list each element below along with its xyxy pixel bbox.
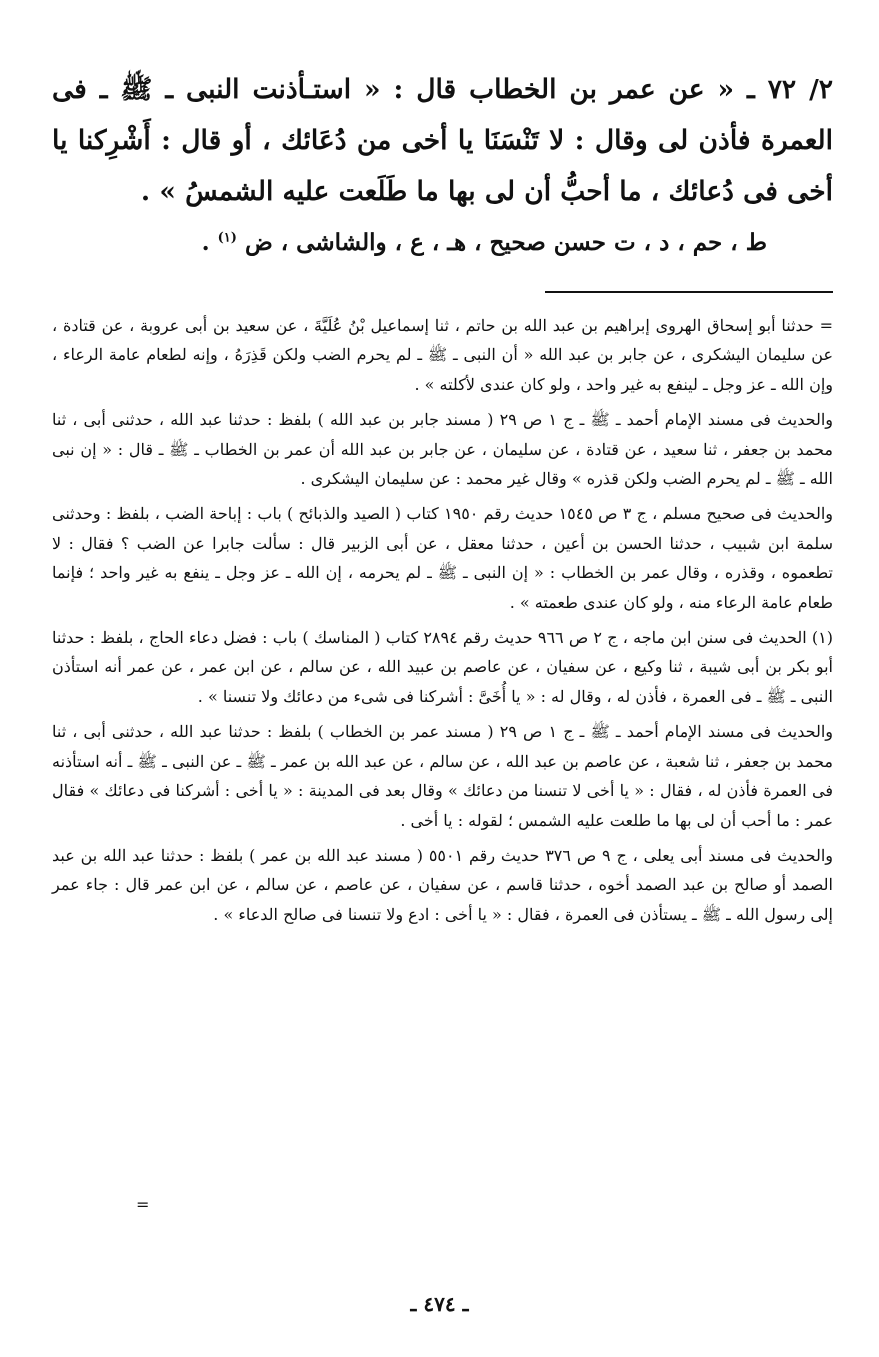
references-text: ط ، حم ، د ، ت حسن صحيح ، هـ ، ع ، والشاشى ، ض bbox=[244, 229, 767, 256]
footnote-text: والحديث فى مسند الإمام أحمد ـ ﷺ ـ ج ١ ص ٢٩ ( مسند جابر بن عبد الله ) بلفظ : حدثنا عبد الله ، حدثنى أبى ، ثنا محمد بن جعفر ، ثنا سعيد ، عن قتادة ، عن سليمان ، عن جابر بن عبد الله أن عمر بن الخطاب ـ ﷺ ـ قال : « إن نبى الله ـ ﷺ ـ لم يحرم الضب ولكن قذره » وقال غير محمد : عن سليمان اليشكرى . bbox=[52, 410, 834, 489]
footnote-text: والحديث فى مسند الإمام أحمد ـ ﷺ ـ ج ١ ص ٢٩ ( مسند عمر بن الخطاب ) بلفظ : حدثنا عبد الله ، حدثنى أبى ، ثنا محمد بن جعفر ، ثنا شعبة ، عن عاصم بن عبد الله ، عن سالم ، عن عبد الله بن عمر ـ ﷺ ـ عن النبى ـ ﷺ ـ أنه استأذنه فى العمرة فأذن له ، فقال : « يا أخى لا تنسنا من دعائك » وقال بعد فى المدينة : « يا أخى : أشركنا فى دعائك » فقال عمر : ما أحب أن لى بها ما طلعت عليه الشمس ؛ لقوله : يا أخى . bbox=[52, 722, 834, 830]
footnote-paragraph bbox=[52, 717, 833, 835]
footnotes bbox=[52, 311, 833, 929]
references-end: . bbox=[201, 229, 210, 256]
footnote-separator bbox=[545, 291, 833, 293]
footnote-paragraph bbox=[52, 311, 833, 399]
footnote-number: (١) bbox=[811, 628, 834, 648]
footnote-text: الحديث فى سنن ابن ماجه ، ج ٢ ص ٩٦٦ حديث رقم ٢٨٩٤ كتاب ( المناسك ) باب : فضل دعاء الحاج ، بلفظ : حدثنا أبو بكر بن أبى شيبة ، ثنا وكيع ، عن سفيان ، عن عاصم بن عبيد الله ، عن سالم ، عن ابن عمر ، عن عمر أنه استأذن النبى ـ ﷺ ـ فى العمرة ، فأذن له ، وقال له : « يا أُخَىَّ : أشركنا فى شىء من دعائك ولا تنسنا » . bbox=[52, 628, 834, 706]
footnote-text: = حدثنا أبو إسحاق الهروى إبراهيم بن عبد الله بن حاتم ، ثنا إسماعيل بْنُ عُلَيَّةَ ، عن سعيد بن أبى عروبة ، عن قتادة ، عن سليمان اليشكرى ، عن جابر بن عبد الله « أن النبى ـ ﷺ ـ لم يحرم الضب ولكن قَذِرَهُ ، وإنه لطعام عامة الرعاء ، وإن الله ـ عز وجل ـ لينفع به غير واحد ، ولو كان عندى لأكلته » . bbox=[52, 316, 834, 394]
footnote-marker[interactable]: (١) bbox=[217, 230, 237, 246]
footnote-paragraph bbox=[52, 405, 833, 493]
page-number: ـ ٤٧٤ ـ bbox=[410, 1292, 469, 1316]
footnote-text: والحديث فى صحيح مسلم ، ج ٣ ص ١٥٤٥ حديث رقم ١٩٥٠ كتاب ( الصيد والذبائح ) باب : إباحة الضب ، بلفظ : وحدثنى سلمة ابن شبيب ، حدثنا الحسن بن أعين ، حدثنا معقل ، عن أبى الزبير قال : سألت جابرا عن الضب ؟ فقال : لا تطعموه ، وقذره ، وقال عمر بن الخطاب : « إن النبى ـ ﷺ ـ لم يحرمه ، إن الله ـ عز وجل ـ ينفع به غير واحد ؛ فإنما طعام عامة الرعاء منه ، ولو كان عندى طعمته » . bbox=[52, 504, 834, 612]
footnote-paragraph bbox=[52, 623, 833, 711]
footnote-paragraph bbox=[52, 499, 833, 617]
hadith-text: ٢/ ٧٢ ـ « عن عمر بن الخطاب قال : « استـأذنت النبى ـ ﷺ ـ فى العمرة فأذن لى وقال : لا تَنْسَنَا يا أخى من دُعَائك ، أو قال : أَشْرِكنا يا أخى فى دُعائك ، ما أحبُّ أن لى بها ما طَلَعت عليه الشمسُ » . bbox=[52, 74, 834, 207]
continuation-mark: = bbox=[136, 1195, 150, 1214]
hadith-references bbox=[52, 223, 767, 263]
footnote-text: والحديث فى مسند أبى يعلى ، ج ٩ ص ٣٧٦ حديث رقم ٥٥٠١ ( مسند عبد الله بن عمر ) بلفظ : حدثنا عبد الله بن عبد الصمد أو صالح بن عبد الصمد أخوه ، حدثنا قاسم ، عن سفيان ، عن عاصم ، عن سالم ، عن ابن عمر قال : جاء عمر إلى رسول الله ـ ﷺ ـ يستأذن فى العمرة ، فقال : « يا أخى : ادع ولا تنسنا فى صالح الدعاء » . bbox=[52, 845, 834, 924]
footnote-paragraph bbox=[52, 841, 833, 929]
